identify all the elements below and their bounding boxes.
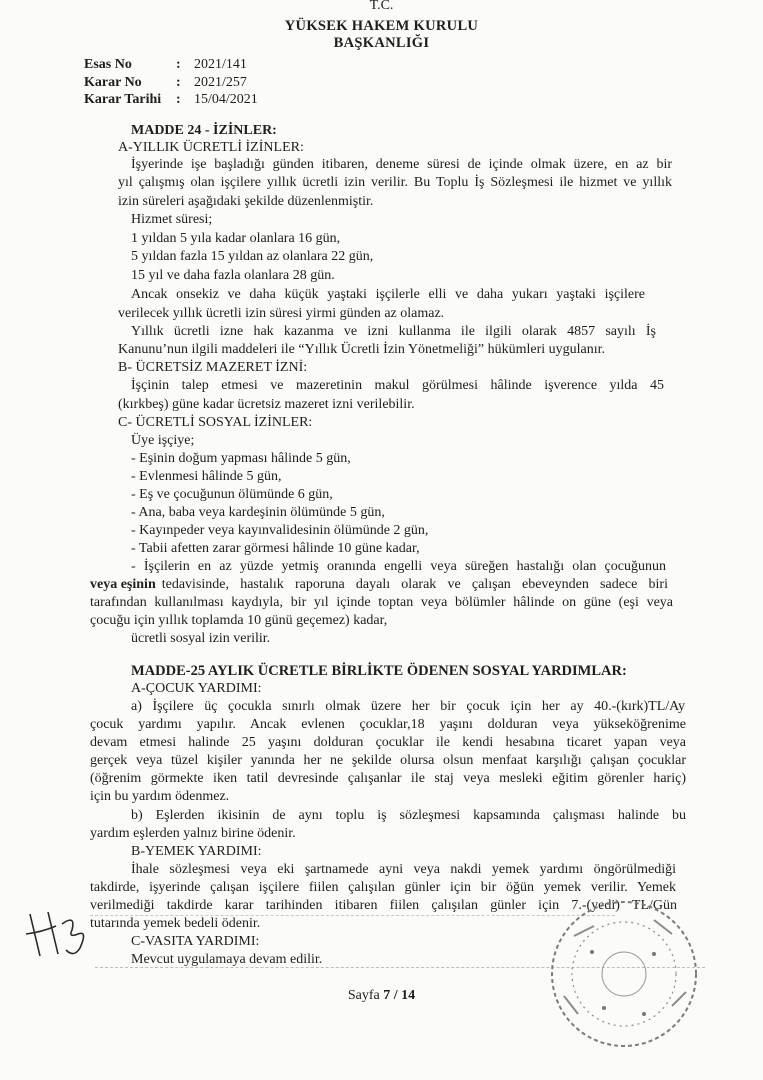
page-number: Sayfa 7 / 14 <box>347 988 416 1003</box>
paragraph-line: İşçinin talep etmesi ve mazeretinin makul görülmesi hâlinde işverence yılda 45 <box>131 378 664 393</box>
list-item: - Evlenmesi hâlinde 5 gün, <box>131 469 282 484</box>
service-duration-heading: Hizmet süresi; <box>131 212 213 227</box>
paragraph-line: a) İşçilere üç çocukla sınırlı olmak üzere her bir çocuk için her ay 40.-(kırk)TL/Ay <box>131 699 685 714</box>
paragraph-line: yardım eşlerden yalnız birine ödenir. <box>90 826 296 841</box>
list-item: 5 yıldan fazla 15 yıldan az olanlara 22 gün, <box>131 249 374 264</box>
handwritten-initials <box>18 904 98 964</box>
paragraph-line: yıl çalışmış olan işçilere yıllık ücretli izin verilir. Bu Toplu İş Sözleşmesi ile hizmet ve yıllık <box>118 175 672 190</box>
list-item: 15 yıl ve daha fazla olanlara 28 gün. <box>131 268 335 283</box>
paragraph-line: çocuğu için yıllık toplamda 10 günü geçemez) kadar, <box>90 613 388 628</box>
paragraph-line: Kanunu’nun ilgili maddeleri ile “Yıllık Ücretli İzin Yönetmeliği” hükümleri uygulanır. <box>118 342 606 357</box>
paragraph-line: Ancak onsekiz ve daha küçük yaştaki işçilerle elli ve daha yukarı yaştaki işçilere <box>131 287 645 302</box>
bold-phrase: veya eşinin <box>90 577 156 592</box>
list-intro: Üye işçiye; <box>131 433 195 448</box>
paragraph-line: veya eşinin tedavisinde, hastalık raporuna dayalı olarak ve çalışan ebeveynden sadece biri <box>90 577 668 592</box>
list-item: - Tabii afetten zarar görmesi hâlinde 10 güne kadar, <box>131 541 420 556</box>
paragraph-line: için bu yardım ödenmez. <box>90 789 230 804</box>
section-a-title: A-ÇOCUK YARDIMI: <box>131 681 262 696</box>
paragraph-line: gerçek veya tüzel kişiler yanında her ne şekilde olursa olsun menfaat karşılığı çalışan çocuklar <box>90 753 686 768</box>
list-item: 1 yıldan 5 yıla kadar olanlara 16 gün, <box>131 231 341 246</box>
paragraph-line: b) Eşlerden ikisinin de aynı toplu iş sözleşmesi kapsamında çalışması halinde bu <box>131 808 686 823</box>
header-presidency: BAŞKANLIĞI <box>333 35 430 51</box>
meta-karar-no: Karar No : 2021/257 <box>84 74 247 90</box>
header-tc: T.C. <box>369 0 394 10</box>
article-25-title: MADDE-25 AYLIK ÜCRETLE BİRLİKTE ÖDENEN SOSYAL YARDIMLAR: <box>131 663 627 679</box>
section-c-title: C-VASITA YARDIMI: <box>131 934 260 949</box>
case-metadata <box>84 56 258 109</box>
paragraph-line: izin süreleri aşağıdaki şekilde düzenlenmiştir. <box>118 194 374 209</box>
section-c-title: C- ÜCRETLİ SOSYAL İZİNLER: <box>118 415 313 430</box>
list-item: - Kayınpeder veya kayınvalidesinin ölümünde 2 gün, <box>131 523 429 538</box>
paragraph-line: (kırkbeş) güne kadar ücretsiz mazeret izni verilebilir. <box>118 397 415 412</box>
paragraph-line: Mevcut uygulamaya devam edilir. <box>131 952 323 967</box>
paragraph-line: tutarında yemek bedeli ödenir. <box>90 916 261 931</box>
list-item: - Eş ve çocuğunun ölümünde 6 gün, <box>131 487 333 502</box>
section-b-title: B-YEMEK YARDIMI: <box>131 844 262 859</box>
paragraph-line: Yıllık ücretli izne hak kazanma ve izni kullanma ile ilgili olarak 4857 sayılı İş <box>131 324 656 339</box>
paragraph-line: takdirde, işyerinde çalışan işçilere fiilen çalışılan günler için bir öğün yemek verilir. Yemek <box>90 880 676 895</box>
paragraph-line: tarafından kullanılması kaydıyla, bir yıl içinde toptan veya bölümler hâlinde on güne (eşi veya <box>90 595 673 610</box>
paragraph-line: İhale sözleşmesi veya eki şartnamede ayni veya nakdi yemek yardımı öngörülmediği <box>131 862 676 877</box>
paragraph-line: devam etmesi halinde 25 yaşını dolduran çocuklar ile kendi hesabına ticaret yapan veya <box>90 735 686 750</box>
paragraph-line: İşyerinde işe başladığı günden itibaren, deneme süresi de içinde olmak üzere, en az bir <box>131 157 672 172</box>
paragraph-line: (öğrenim görmekte iken tatil devresinde çalışanlar ile staj veya mesleki eğitim görenler hariç) <box>90 771 686 786</box>
list-item: - İşçilerin en az yüzde yetmiş oranında engelli veya süreğen hastalığı olan çocuğunun <box>131 559 666 574</box>
meta-esas-no: Esas No : 2021/141 <box>84 57 247 72</box>
section-b-title: B- ÜCRETSİZ MAZERET İZNİ: <box>118 360 308 375</box>
meta-karar-tarihi: Karar Tarihi : 15/04/2021 <box>84 92 258 107</box>
article-24-title: MADDE 24 - İZİNLER: <box>131 123 277 138</box>
section-a-title: A-YILLIK ÜCRETLİ İZİNLER: <box>118 140 304 155</box>
header-institution: YÜKSEK HAKEM KURULU <box>284 18 479 34</box>
paragraph-line: verilmediği takdirde karar tarihinden itibaren fiilen çalışılan günler için 7.-(yedi) TL/Gün <box>90 898 677 913</box>
list-item: - Ana, baba veya kardeşinin ölümünde 5 gün, <box>131 505 385 520</box>
official-seal <box>504 896 763 1050</box>
list-item: - Eşinin doğum yapması hâlinde 5 gün, <box>131 451 351 466</box>
paragraph-line: çocuk yardımı yapılır. Ancak evlenen çocuklar,18 yaşını dolduran veya yükseköğrenime <box>90 717 686 732</box>
paragraph-line: verilecek yıllık ücretli izin süresi yirmi günden az olamaz. <box>118 306 445 321</box>
paragraph-line: ücretli sosyal izin verilir. <box>131 631 271 646</box>
